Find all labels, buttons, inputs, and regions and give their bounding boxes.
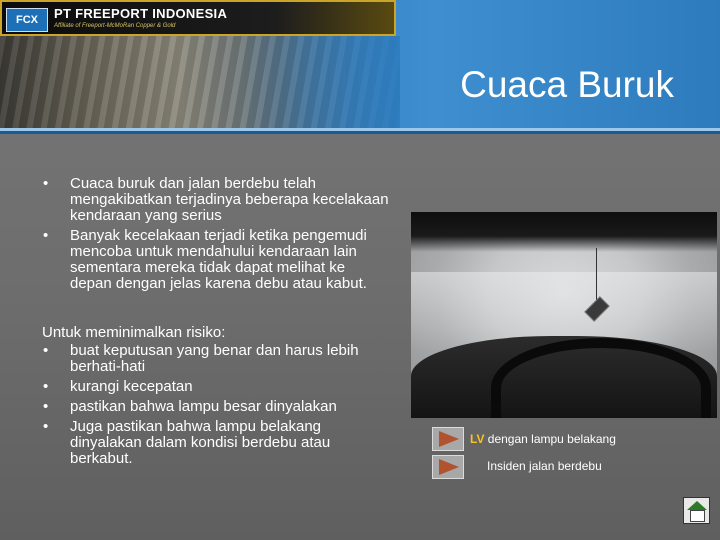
header-band — [0, 0, 720, 134]
ornament-string — [596, 248, 597, 304]
bullet-icon: • — [43, 342, 49, 359]
risk-list — [42, 343, 392, 467]
company-logo-icon: FCX — [6, 8, 48, 32]
risk-text: Juga pastikan bahwa lampu belakang dinyalakan dalam kondisi berdebu atau berkabut. — [70, 418, 331, 467]
header-photo-strip — [0, 36, 400, 128]
intro-bullet-list — [40, 176, 390, 296]
company-name: PT FREEPORT INDONESIA — [54, 6, 228, 21]
list-item — [42, 343, 392, 375]
play-arrow-icon — [439, 431, 459, 447]
list-item — [40, 176, 390, 224]
link-dusty-road[interactable] — [432, 455, 692, 481]
slide-title: Cuaca Buruk — [460, 64, 674, 105]
bullet-icon: • — [43, 227, 49, 244]
link-label[interactable]: Insiden jalan berdebu — [487, 459, 602, 473]
steering-wheel-icon — [491, 338, 711, 418]
bullet-icon: • — [43, 398, 49, 415]
bullet-text: Banyak kecelakaan terjadi ketika pengemudi mencoba untuk mendahului kendaraan lain sementara mereka tidak dapat melihat ke depan dengan jelas karena debu atau kabut. — [70, 227, 367, 292]
company-logo-bar — [0, 0, 396, 36]
dusty-road-button[interactable] — [432, 455, 464, 479]
header-divider-shadow — [0, 131, 720, 134]
risk-section — [42, 325, 392, 471]
bullet-icon: • — [43, 175, 49, 192]
home-icon-body — [690, 510, 705, 522]
risk-heading: Untuk meminimalkan risiko: — [42, 324, 226, 341]
foggy-windshield-photo — [411, 212, 717, 418]
lv-label: LV — [470, 432, 485, 446]
list-item — [42, 379, 392, 395]
list-item — [42, 419, 392, 467]
home-icon — [687, 501, 707, 510]
link-label[interactable] — [470, 432, 616, 446]
risk-text: pastikan bahwa lampu besar dinyalakan — [70, 398, 337, 415]
link-label-text: dengan lampu belakang — [484, 432, 616, 446]
lv-taillight-button[interactable] — [432, 427, 464, 451]
company-tagline: Affiliate of Freeport-McMoRan Copper & Gold — [54, 23, 176, 29]
list-item — [42, 399, 392, 415]
bullet-icon: • — [43, 378, 49, 395]
dashboard — [411, 336, 717, 418]
risk-text: kurangi kecepatan — [70, 378, 193, 395]
risk-text: buat keputusan yang benar dan harus lebih berhati-hati — [70, 342, 359, 375]
windshield-frame — [411, 212, 717, 252]
bullet-text: Cuaca buruk dan jalan berdebu telah mengakibatkan terjadinya beberapa kecelakaan kendaraan yang serius — [70, 175, 389, 224]
home-button[interactable] — [683, 497, 710, 524]
link-lv-taillight[interactable] — [432, 427, 692, 453]
list-item — [40, 228, 390, 292]
bullet-icon: • — [43, 418, 49, 435]
play-arrow-icon — [439, 459, 459, 475]
